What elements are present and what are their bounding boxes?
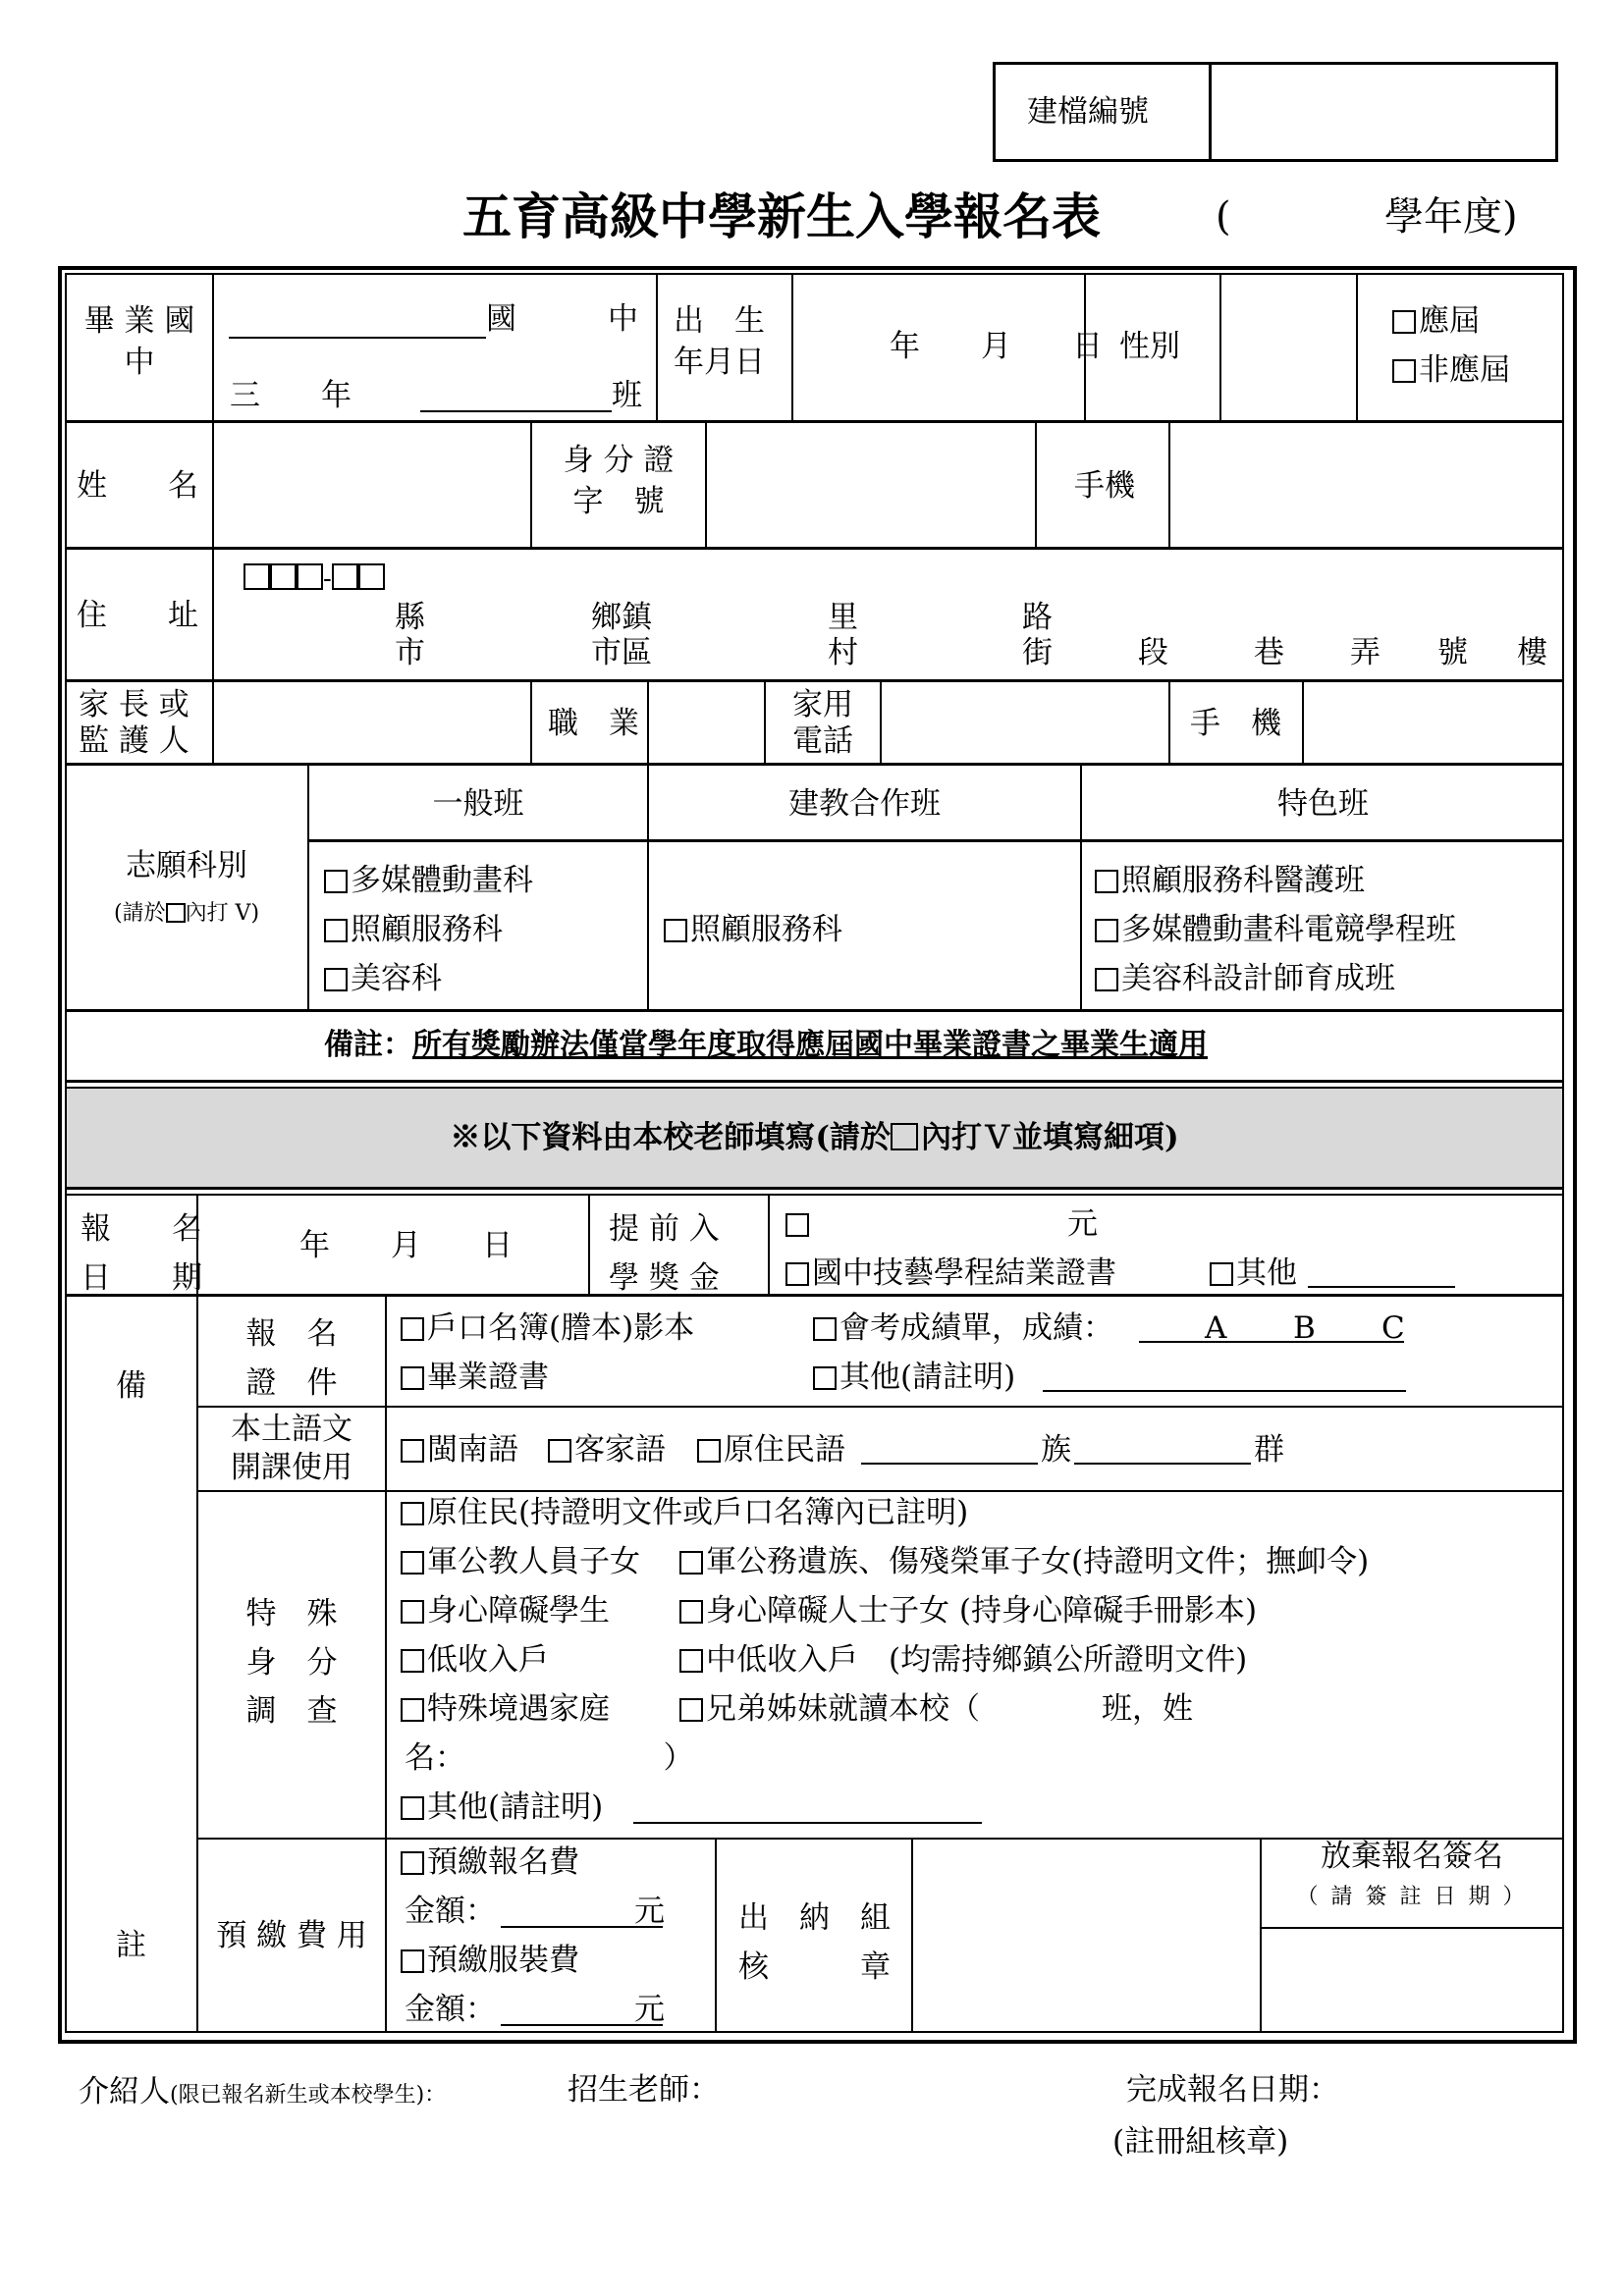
addr-city: 市 [395,635,425,670]
col-coop: 建教合作班 [788,786,941,822]
status-current[interactable]: 應屆 [1392,304,1480,340]
scholarship-amount[interactable]: 元 [785,1207,1098,1243]
registry-stamp: (註冊組核章) [1112,2124,1289,2160]
checkbox-icon [332,563,358,590]
doc-household[interactable]: 戶口名簿(謄本)影本 [401,1311,694,1347]
home-phone-field[interactable] [884,683,1166,762]
col-feature: 特色班 [1277,786,1369,822]
grade-a[interactable]: A [1205,1310,1227,1346]
checkbox-icon [1392,310,1416,334]
remarks-side-top: 備 [116,1368,146,1404]
checkbox-icon [548,1439,571,1463]
waive-hint: （ 請 簽 註 日 期 ） [1296,1885,1528,1909]
reg-date-label: 報 名 日 期 [81,1211,202,1296]
status-non-current[interactable]: 非應屆 [1392,353,1510,389]
grade-b[interactable]: B [1293,1310,1316,1346]
graduate-label: 畢 業 國 中 [83,303,195,380]
checkbox-icon [297,563,323,590]
referrer: 介紹人(限已報名新生或本校學生)： [79,2074,447,2109]
special-military-child[interactable]: 軍公教人員子女 [401,1545,640,1580]
fee-reg-amount-label: 金額： [405,1894,496,1929]
special-disabled-parent[interactable]: 身心障礙人士子女 (持身心障礙手冊影本) [679,1594,1257,1629]
group-field[interactable] [1074,1463,1251,1465]
checkbox-icon [813,1366,837,1390]
checkbox-icon [401,1439,424,1463]
checkbox-icon [324,968,348,991]
addr-lane: 巷 [1254,635,1284,670]
checkbox-icon [401,1698,424,1722]
scholarship-label: 提 前 入 學 獎 金 [609,1211,720,1296]
guardian-mobile-field[interactable] [1306,683,1560,762]
address-label: 住 址 [77,598,198,633]
doc-exam[interactable]: 會考成績單，成績： [813,1311,1113,1347]
checkbox-icon [1095,919,1118,942]
addr-county: 縣 [395,600,425,635]
scholarship-other[interactable]: 其他 [1210,1256,1297,1292]
junior-high-suffix: 國 中 [486,301,638,337]
id-label: 身 分 證 字 號 [563,443,675,519]
docs-label: 報 名 證 件 [245,1316,338,1401]
general-option-care[interactable]: 照顧服務科 [324,913,503,948]
checkbox-icon [785,1213,809,1237]
doc-diploma[interactable]: 畢業證書 [401,1361,549,1396]
zip-code-field[interactable]: - [244,563,385,594]
birth-label: 出 生 年月日 [674,303,765,380]
checkbox-icon [1210,1262,1233,1286]
lang-label: 本土語文 開課使用 [231,1412,352,1485]
checkbox-icon [813,1317,837,1341]
cashier-stamp-field[interactable] [915,1842,1258,2028]
checkbox-icon [785,1262,809,1286]
addr-li: 里 [828,600,858,635]
checkbox-icon [1095,968,1118,991]
checkbox-icon [166,903,186,923]
fee-uniform[interactable]: 預繳服裝費 [401,1944,579,1979]
guardian-label: 家 長 或 監 護 人 [79,687,189,760]
doc-other-field[interactable] [1043,1390,1406,1392]
checkbox-icon [324,870,348,893]
gender-label: 性別 [1119,329,1180,364]
special-disabled-student[interactable]: 身心障礙學生 [401,1594,610,1629]
checkbox-icon [401,1317,424,1341]
feature-option-nursing[interactable]: 照顧服務科醫護班 [1095,864,1365,899]
checkbox-icon [401,1502,424,1525]
special-sibling[interactable]: 兄弟姊妹就讀本校（ 班，姓 [679,1692,1193,1728]
special-other-field[interactable] [633,1822,982,1824]
checkbox-icon [697,1439,721,1463]
note: 備註：所有獎勵辦法僅當學年度取得應屆國中畢業證書之畢業生適用 [324,1028,1208,1062]
addr-township: 鄉鎮 [591,600,652,635]
cashier-label: 出 納 組 核 章 [738,1900,891,1985]
checkbox-icon [401,1949,424,1973]
checkbox-icon [664,919,687,942]
completion-date: 完成報名日期： [1126,2072,1339,2108]
name-label: 姓 名 [77,468,198,504]
addr-floor: 樓 [1517,635,1547,670]
choice-label: 志願科別 [126,848,247,883]
checkbox-icon [358,563,385,590]
waive-signature-field[interactable] [1264,1931,1560,2028]
general-option-beauty[interactable]: 美容科 [324,962,442,997]
lang-indigenous[interactable]: 原住民語 [697,1433,845,1468]
grade-three-label: 三 年 [230,378,352,413]
checkbox-icon [1392,359,1416,383]
special-low-income[interactable]: 低收入戶 [401,1643,549,1679]
birth-date-field[interactable]: 年 月 日 [890,329,1103,364]
file-number-label: 建檔編號 [1027,94,1149,130]
admission-teacher: 招生老師： [568,2072,720,2108]
lang-hakka[interactable]: 客家語 [548,1433,666,1468]
tribe-field[interactable] [861,1463,1038,1465]
addr-number: 號 [1437,635,1468,670]
addr-village: 村 [828,635,858,670]
addr-section: 段 [1138,635,1168,670]
checkbox-icon [324,919,348,942]
reg-date-field[interactable]: 年 月 日 [299,1228,513,1263]
special-sibling-name: 名： ） [405,1740,694,1776]
waive-label: 放棄報名簽名 [1321,1839,1503,1874]
fee-uniform-yuan: 元 [634,1992,665,2027]
addr-street: 街 [1022,635,1053,670]
checkbox-icon [679,1600,703,1624]
feature-option-designer[interactable]: 美容科設計師育成班 [1095,962,1395,997]
special-mid-low-income[interactable]: 中低收入戶 (均需持鄉鎮公所證明文件) [679,1643,1247,1679]
home-phone-label: 家用 電話 [792,687,853,760]
school-year-label: 學年度) [1384,194,1518,240]
name-field[interactable] [216,424,528,546]
addr-district: 市區 [591,635,652,670]
class-field[interactable] [420,410,612,412]
scholarship-cert[interactable]: 國中技藝學程結業證書 [785,1256,1116,1292]
scholarship-other-field[interactable] [1308,1286,1455,1288]
addr-road: 路 [1022,600,1053,635]
fee-registration[interactable]: 預繳報名費 [401,1845,579,1881]
col-general: 一般班 [432,786,524,822]
file-number-field[interactable] [1218,69,1545,153]
page-title: 五育高級中學新生入學報名表 [462,187,1101,245]
checkbox-icon [679,1551,703,1575]
special-hardship[interactable]: 特殊境遇家庭 [401,1692,610,1728]
teacher-banner: ※以下資料由本校老師填寫(請於 內打Ｖ並填寫細項) [450,1120,1179,1155]
address-field[interactable] [216,601,1560,677]
special-bereaved[interactable]: 軍公務遺族、傷殘榮軍子女(持證明文件；撫卹令) [679,1545,1369,1580]
special-indigenous[interactable]: 原住民(持證明文件或戶口名簿內已註明) [401,1496,968,1531]
mobile-label: 手機 [1074,468,1135,504]
guardian-name-field[interactable] [216,683,528,762]
checkbox-icon [679,1649,703,1673]
doc-other[interactable]: 其他(請註明) [813,1361,1015,1396]
gender-field[interactable] [1223,277,1353,418]
fee-label: 預 繳 費 用 [216,1918,367,1953]
feature-option-esports[interactable]: 多媒體動畫科電競學程班 [1095,913,1456,948]
checkbox-icon [401,1649,424,1673]
grade-c[interactable]: C [1381,1310,1405,1346]
school-year-open: ( [1216,194,1231,240]
checkbox-icon [270,563,297,590]
special-other[interactable]: 其他(請註明) [401,1790,603,1826]
tribe-label: 族 [1041,1432,1071,1468]
class-suffix: 班 [612,378,642,413]
addr-alley: 弄 [1350,635,1380,670]
fee-reg-yuan: 元 [634,1894,665,1929]
checkbox-icon [401,1551,424,1575]
checkbox-icon [401,1366,424,1390]
general-option-multimedia[interactable]: 多媒體動畫科 [324,864,533,899]
checkbox-icon [401,1851,424,1875]
junior-high-name-field[interactable] [229,337,486,339]
occupation-field[interactable] [651,683,762,762]
checkbox-icon [1095,870,1118,893]
special-label: 特 殊 身 分 調 查 [245,1596,338,1730]
checkbox-icon [679,1698,703,1722]
choice-hint: (請於 內打 V) [113,901,260,926]
mobile-field[interactable] [1172,424,1560,546]
id-number-field[interactable] [709,424,1033,546]
lang-minnan[interactable]: 閩南語 [401,1433,518,1468]
group-label: 群 [1254,1432,1284,1468]
checkbox-icon [891,1123,918,1150]
occupation-label: 職 業 [548,706,639,741]
remarks-side-bottom: 註 [116,1928,146,1963]
checkbox-icon [401,1796,424,1820]
coop-option-care[interactable]: 照顧服務科 [664,913,842,948]
fee-uniform-amount-label: 金額： [405,1992,496,2027]
checkbox-icon [244,563,270,590]
checkbox-icon [401,1600,424,1624]
guardian-mobile-label: 手 機 [1190,706,1281,741]
